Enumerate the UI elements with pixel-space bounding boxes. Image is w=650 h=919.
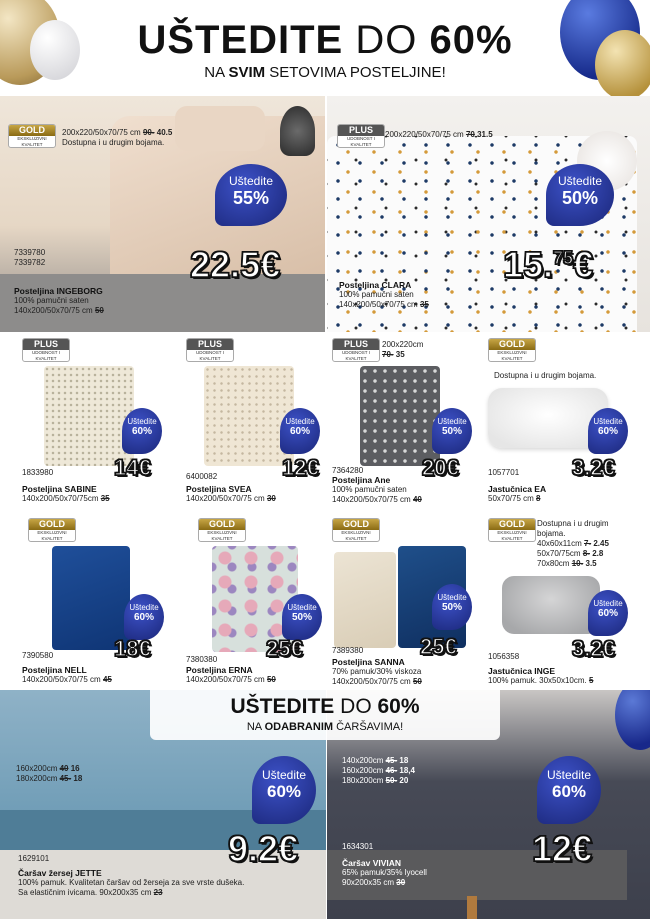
gold-badge: GOLD EKSKLUZIVNI KVALITET — [332, 518, 380, 542]
product-ingeborg[interactable] — [0, 96, 325, 332]
product-code: 1057701 — [488, 468, 520, 477]
price: 25€ — [266, 636, 303, 661]
header-title: UŠTEDITE DO 60% — [137, 18, 513, 62]
savings-bubble: Uštedite 60% — [537, 756, 601, 824]
plus-badge: PLUS UDOBNOST I KVALITET — [337, 124, 385, 148]
price: 12€ — [282, 455, 319, 480]
product-info: Čaršav žersej JETTE 100% pamuk. Kvalitetan čaršav od žerseja za sve vrste dušeka. Sa elastičnim ivicama. 90x200x35 cm 23 — [18, 868, 245, 897]
product-info: Posteljina SANNA 70% pamuk/30% viskoza 140x200/50x70/75 cm 50 — [332, 657, 422, 686]
savings-bubble: Uštedite 60% — [124, 594, 164, 640]
bedding-image-beige — [334, 552, 396, 648]
product-inge[interactable] — [488, 518, 638, 690]
product-code: 1833980 — [22, 468, 54, 477]
product-svea[interactable] — [186, 338, 331, 510]
size-info: 140x200cm 45- 18 160x200cm 46- 18,4 180x200cm 50- 20 — [342, 756, 415, 785]
savings-bubble: Uštedite 60% — [280, 408, 320, 454]
savings-bubble: Uštedite 60% — [588, 590, 628, 636]
size-info: 200x220/50x70/75 cm 70 31.5 — [385, 130, 493, 139]
product-code: 7364280 — [332, 466, 364, 475]
product-codes: 7339780 7339782 — [14, 248, 46, 267]
band-subtitle: NA ODABRANIM ČARŠAVIMA! — [246, 721, 404, 733]
product-sabine[interactable] — [22, 338, 167, 510]
product-code: 7389380 — [332, 646, 364, 655]
header-subtitle: NA SVIM SETOVIMA POSTELJINE! — [204, 64, 446, 81]
product-info: Jastučnica EA 50x70/75 cm 8 — [488, 484, 547, 503]
savings-bubble: Uštedite 55% — [215, 164, 287, 226]
bedding-image — [44, 366, 134, 466]
price: 14€ — [114, 455, 151, 480]
extra-info: Dostupna i u drugim bojama. — [494, 371, 597, 380]
price: 3.2€ — [572, 455, 615, 480]
price: 22.5€ — [190, 244, 281, 285]
price: 3.2€ — [572, 636, 615, 661]
price: 15.75€ — [503, 244, 594, 285]
price: 20€ — [422, 455, 459, 480]
bedding-image — [360, 366, 440, 466]
product-code: 1634301 — [342, 842, 374, 851]
band-title: UŠTEDITE DO 60% — [230, 695, 420, 718]
product-erna[interactable] — [186, 518, 331, 690]
size-info: 200x220/50x70/75 cm 90- 40.5 Dostupna i u drugim bojama. — [62, 128, 173, 147]
savings-bubble: Uštedite 50% — [432, 584, 472, 630]
product-code: 7380380 — [186, 655, 218, 664]
product-info: Posteljina SVEA 140x200/50x70/75 cm 30 — [186, 484, 276, 503]
savings-bubble: Uštedite 60% — [252, 756, 316, 824]
product-nell[interactable] — [22, 518, 167, 690]
bedding-image — [52, 546, 130, 650]
gold-badge: GOLD EKSKLUZIVNI KVALITET — [8, 124, 56, 148]
product-info: Posteljina NELL 140x200/50x70/75 cm 45 — [22, 665, 112, 684]
savings-bubble: Uštedite 50% — [546, 164, 614, 226]
gold-badge: GOLD EKSKLUZIVNI KVALITET — [198, 518, 246, 542]
pillow-image — [175, 106, 265, 151]
gold-badge: GOLD EKSKLUZIVNI KVALITET — [28, 518, 76, 542]
price: 18€ — [114, 636, 151, 661]
savings-bubble: Uštedite 50% — [432, 408, 472, 454]
plus-badge: PLUS UDOBNOST I KVALITET — [332, 338, 380, 362]
bed-leg-image — [467, 896, 477, 919]
product-info: Posteljina SABINE 140x200/50x70/75cm 35 — [22, 484, 110, 503]
pillow-image — [502, 576, 600, 634]
bedding-image — [204, 366, 294, 466]
price: 12€ — [532, 828, 593, 869]
product-code: 6400082 — [186, 472, 218, 481]
product-code: 1629101 — [18, 854, 50, 863]
size-info: 160x200cm 40 16 180x200cm 45- 18 — [16, 764, 83, 783]
savings-bubble: Uštedite 60% — [588, 408, 628, 454]
product-sanna[interactable] — [332, 518, 482, 690]
plus-badge: PLUS UDOBNOST I KVALITET — [186, 338, 234, 362]
product-code: 1056358 — [488, 652, 520, 661]
plus-badge: PLUS UDOBNOST I KVALITET — [22, 338, 70, 362]
lamp-image — [280, 106, 315, 156]
product-info: Posteljina ERNA 140x200/50x70/75 cm 50 — [186, 665, 276, 684]
header — [0, 0, 650, 96]
bottom-band — [0, 690, 650, 919]
product-info: Posteljina INGEBORG 100% pamučni saten 140x200/50x70/75 cm 50 — [14, 286, 104, 315]
savings-bubble: Uštedite 60% — [122, 408, 162, 454]
product-ea[interactable] — [488, 338, 638, 510]
price: 25€ — [420, 634, 457, 659]
product-info: Čaršav VIVIAN 65% pamuk/35% lyocell 90x200x35 cm 30 — [342, 858, 427, 887]
gold-badge: GOLD EKSKLUZIVNI KVALITET — [488, 518, 536, 542]
savings-bubble: Uštedite 50% — [282, 594, 322, 640]
price: 9.2€ — [228, 828, 299, 869]
extra-info: Dostupna i u drugim bojama. 40x60x11cm 7- 2.45 50x70/75cm 8- 2.8 70x80cm 10- 3.5 — [537, 519, 609, 568]
size-info: 200x220cm 70- 35 — [382, 340, 424, 359]
product-info: Posteljina Ane 100% pamučni saten 140x200/50x70/75 cm 40 — [332, 475, 422, 504]
gold-badge: GOLD EKSKLUZIVNI KVALITET — [488, 338, 536, 362]
product-ane[interactable] — [332, 338, 477, 518]
product-code: 7390580 — [22, 651, 54, 660]
product-clara[interactable] — [327, 96, 650, 332]
product-info: Posteljina CLARA 100% pamučni saten 140x200/50x70/75 cm 35 — [339, 280, 429, 309]
product-info: Jastučnica INGE 100% pamuk. 30x50x10cm. 5 — [488, 666, 594, 685]
